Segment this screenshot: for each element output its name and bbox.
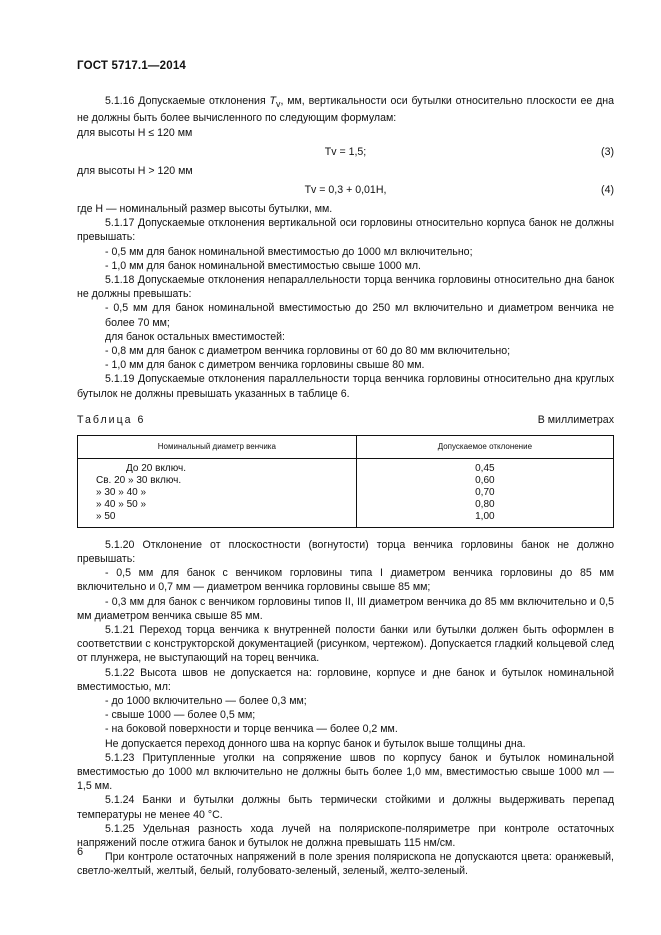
table-row-diameter: » 30 » 40 » xyxy=(96,486,147,498)
clause-5-1-22-item-3: - на боковой поверхности и торце венчика — более 0,2 мм. xyxy=(105,723,398,736)
table-row-diameter: » 50 xyxy=(96,510,116,522)
symbol-t: T xyxy=(269,95,277,107)
clause-5-1-16-intro: 5.1.16 Допускаемые отклонения xyxy=(105,95,270,107)
clause-5-1-22-note: Не допускается переход донного шва на корпус банок и бутылок выше толщины дна. xyxy=(105,737,526,750)
page-number: 6 xyxy=(77,846,84,858)
clause-5-1-18-item-1: - 0,5 мм для банок номинальной вместимостью до 250 мл включительно и диаметром венчика не более 70 мм; xyxy=(105,302,614,329)
table-row-deviation: 0,60 xyxy=(475,474,495,486)
table-row-deviation: 0,45 xyxy=(475,462,495,474)
formula-3-number: (3) xyxy=(601,145,614,158)
table-6-diameter-cell xyxy=(78,458,357,527)
table-6-header-diameter: Номинальный диаметр венчика xyxy=(78,435,357,458)
table-6-units: В миллиметрах xyxy=(537,413,614,426)
clause-5-1-17-item-2: - 1,0 мм для банок номинальной вместимостью свыше 1000 мл. xyxy=(105,259,421,272)
formula-4 xyxy=(77,178,614,202)
clause-5-1-23: 5.1.23 Притупленные уголки на сопряжение швов по корпусу банок и бутылок номинальной вместимостью до 1000 мл включительно не должны быть более 1,0 мм, вместимостью свыше 1000 мл — 1,5 мм. xyxy=(77,751,614,793)
clause-5-1-16 xyxy=(77,94,614,126)
where-clause: где H — номинальный размер высоты бутылки, мм. xyxy=(77,202,333,215)
table-row-deviation: 1,00 xyxy=(475,510,495,522)
clause-5-1-17-item-1: - 0,5 мм для банок номинальной вместимостью до 1000 мл включительно; xyxy=(105,245,473,258)
symbol-v: v xyxy=(276,99,281,110)
clause-5-1-22-item-2: - свыше 1000 — более 0,5 мм; xyxy=(105,709,256,722)
clause-5-1-17: 5.1.17 Допускаемые отклонения вертикальной оси горловины относительно корпуса банок не должны превышать: xyxy=(77,217,614,244)
table-6-caption: Таблица 6 xyxy=(77,413,146,426)
clause-5-1-16-rest: , мм, вертикальности оси бутылки относительно плоскости ее дна не должны быть более вычисленного по следующим формулам: xyxy=(77,95,614,125)
clause-5-1-18-item-3: - 1,0 мм для банок с диметром венчика горловины свыше 80 мм. xyxy=(105,359,425,372)
clause-5-1-24: 5.1.24 Банки и бутылки должны быть термически стойкими и должны выдерживать перепад температуры не менее 40 °С. xyxy=(77,794,614,821)
clause-5-1-25-colors: При контроле остаточных напряжений в поле зрения полярископа не допускаются цвета: оранжевый, светло-желтый, желтый, белый, голубовато-зеленый, зеленый, желто-зеленый. xyxy=(77,851,614,878)
table-row-diameter: Св. 20 » 30 включ. xyxy=(96,474,182,486)
table-6 xyxy=(77,435,614,528)
formula-3 xyxy=(77,140,614,164)
clause-5-1-20-item-2: - 0,3 мм для банок с венчиком горловины типов II, III диаметром венчика до 85 мм включительно и 0,5 мм диаметром венчика свыше 85 мм. xyxy=(77,595,614,622)
height-case-2: для высоты H > 120 мм xyxy=(77,164,193,177)
formula-4-expression: Tv = 0,3 + 0,01H, xyxy=(304,183,387,196)
clause-5-1-22: 5.1.22 Высота швов не допускается на: горловине, корпусе и дне банок и бутылок номинальной вместимостью, мл: xyxy=(77,666,614,693)
clause-5-1-22-item-1: - до 1000 включительно — более 0,3 мм; xyxy=(105,695,307,707)
table-row-deviation: 0,80 xyxy=(475,498,495,510)
clause-5-1-18-other: для банок остальных вместимостей: xyxy=(105,330,286,343)
clause-5-1-18: 5.1.18 Допускаемые отклонения непараллельности торца венчика горловины относительно дна банок не должны превышать: xyxy=(77,273,614,301)
clause-5-1-21: 5.1.21 Переход торца венчика к внутренней полости банки или бутылки должен быть оформлен в соответствии с конструкторской документацией (рисунком, чертежом). Допускается гладкий кольцевой след от плунжера, не выступающий на торец венчика. xyxy=(77,623,614,665)
table-row-diameter: » 40 » 50 » xyxy=(96,498,147,510)
table-row-diameter: До 20 включ. xyxy=(126,462,187,474)
table-row-deviation: 0,70 xyxy=(475,486,495,498)
table-6-caption-row xyxy=(77,413,614,429)
clause-5-1-18-item-2: - 0,8 мм для банок с диаметром венчика горловины от 60 до 80 мм включительно; xyxy=(105,344,511,357)
table-6-header-deviation: Допускаемое отклонение xyxy=(356,435,613,458)
clause-5-1-25: 5.1.25 Удельная разность хода лучей на полярископе-поляриметре при контроле остаточных напряжений после отжига банок и бутылок не должна превышать 115 нм/см. xyxy=(77,822,614,850)
height-case-1: для высоты H ≤ 120 мм xyxy=(77,126,193,139)
formula-3-expression: Tv = 1,5; xyxy=(324,145,367,158)
clause-5-1-19: 5.1.19 Допускаемые отклонения параллельности торца венчика горловины относительно дна круглых бутылок не должны превышать указанных в таблице 6. xyxy=(77,373,614,400)
table-6-deviation-cell xyxy=(356,458,613,527)
clause-5-1-20-item-1: - 0,5 мм для банок с венчиком горловины типа I диаметром венчика горловины до 85 мм включительно и 0,7 мм — диаметром венчика горловины свыше 85 мм; xyxy=(77,567,614,594)
document-body xyxy=(77,94,614,879)
page-header-standard: ГОСТ 5717.1—2014 xyxy=(77,60,187,72)
clause-5-1-20: 5.1.20 Отклонение от плоскостности (вогнутости) торца венчика горловины банок не должно превышать: xyxy=(77,538,614,565)
formula-4-number: (4) xyxy=(601,183,614,196)
